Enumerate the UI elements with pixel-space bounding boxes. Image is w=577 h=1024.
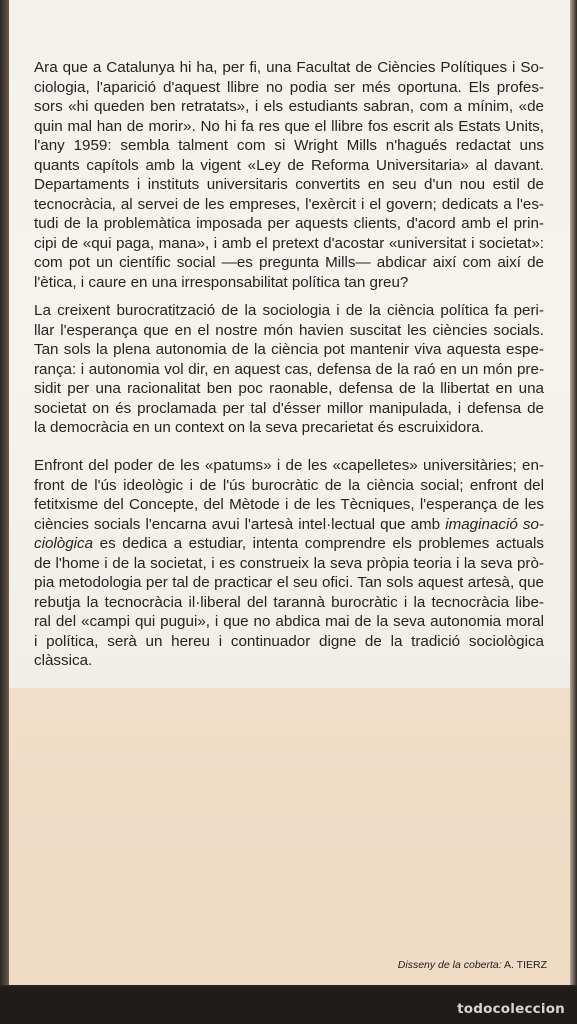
text-line: [34, 534, 544, 554]
text-line: i política, serà un hereu i continuador digne de la tradició sociològica: [34, 632, 544, 650]
text-line: pia metodologia per tal de practicar el seu ofici. Tan sols aquest artesà, que: [34, 574, 544, 591]
blurb-paragraph-3: [34, 456, 544, 671]
text-line: Enfront del poder de les «patums» i de les «capelletes» universitàries; en-: [34, 457, 544, 474]
text-line: de l'home i de la societat, i es construeix la seva pròpia teoria i la seva prò-: [34, 554, 544, 572]
text-line: llar l'esperança que en el nostre món havien suscitat les ciències socials.: [34, 321, 544, 339]
text-line: l'ètica, i caure en una irresponsabilitat política tan greu?: [34, 273, 409, 291]
text-line: quants capítols amb la vigent «Ley de Reforma Universitaria» al davant.: [34, 156, 544, 174]
text-line: ciologia, l'aparició d'aquest llibre no podia ser més oportuna. Els profes-: [34, 78, 544, 96]
text-line: Tan sols la plena autonomia de la ciència pot mantenir viva aquesta espe-: [34, 341, 544, 358]
text-line: cipi de «qui paga, mana», i amb el pretext d'acostar «universitat i societat»:: [34, 234, 544, 252]
text-line: tudi de la problemàtica imposada per aquests clients, d'acord amb el prin-: [34, 215, 544, 232]
text-line: clàssica.: [34, 652, 93, 669]
left-edge-shadow: [0, 0, 9, 1024]
right-edge-shadow: [570, 0, 577, 1024]
book-title-italic: ciològica: [34, 535, 94, 552]
text-line: tecnocràcia, al servei de les empreses, l'exèrcit i el govern; dedicats a l'es-: [34, 195, 544, 213]
text-fragment: ciències socials l'encarna avui l'artesà intel·lectual que amb: [34, 515, 446, 533]
text-line: societat on és proclamada per tal d'ésser millor manipulada, i defensa de: [34, 399, 544, 417]
text-line: l'any 1959: sembla talment com si Wright Mills n'hagués redactat uns: [34, 137, 544, 154]
text-fragment: es dedica a estudiar, intenta comprendre els problemes actuals: [93, 535, 544, 552]
text-line: sors «hi queden ben retratats», i els estudiants sabran, com a mínim, «de: [34, 98, 544, 115]
blurb-paragraph-2: [34, 301, 544, 438]
book-title-italic: imaginació so-: [445, 515, 544, 533]
cover-design-credit: [398, 959, 547, 971]
text-line: [34, 515, 544, 535]
text-line: rança: i autonomia vol dir, en aquest cas, defensa de la raó en un món pre-: [34, 360, 544, 378]
text-line: ral del «campi qui pugui», i que no abdica mai de la seva autonomia moral: [34, 613, 544, 630]
text-line: sidit per una racionalitat ben poc raonable, defensa de la llibertat en una: [34, 380, 544, 397]
credit-name: A. TIERZ: [504, 959, 547, 971]
text-line: la democràcia en un context on la seva precarietat és escruixidora.: [34, 419, 484, 436]
text-line: front de l'ús ideològic i de l'ús burocràtic de la ciència social; enfront del: [34, 476, 544, 494]
text-line: Departaments i instituts universitaris convertits en seu d'un nou estil de: [34, 176, 544, 193]
text-line: La creixent burocratització de la sociologia i de la ciència política fa peri-: [34, 302, 544, 319]
credit-label: Disseny de la coberta:: [397, 959, 502, 971]
text-line: rebutja la tecnocràcia il·liberal del tarannà burocràtic i la tecnocràcia libe-: [34, 593, 544, 611]
watermark-logo: todocoleccion: [457, 1001, 565, 1017]
text-line: com pot un científic social —es pregunta Mills— abdicar així com així de: [34, 254, 544, 271]
text-line: quin mal han de morir». No hi fa res que el llibre fos escrit als Estats Units,: [34, 117, 544, 135]
blurb-paragraph-1: [34, 58, 544, 292]
text-line: Ara que a Catalunya hi ha, per fi, una Facultat de Ciències Polítiques i So-: [34, 59, 544, 76]
text-line: fetitxisme del Concepte, del Mètode i de les Tècniques, l'esperança de les: [34, 496, 544, 513]
